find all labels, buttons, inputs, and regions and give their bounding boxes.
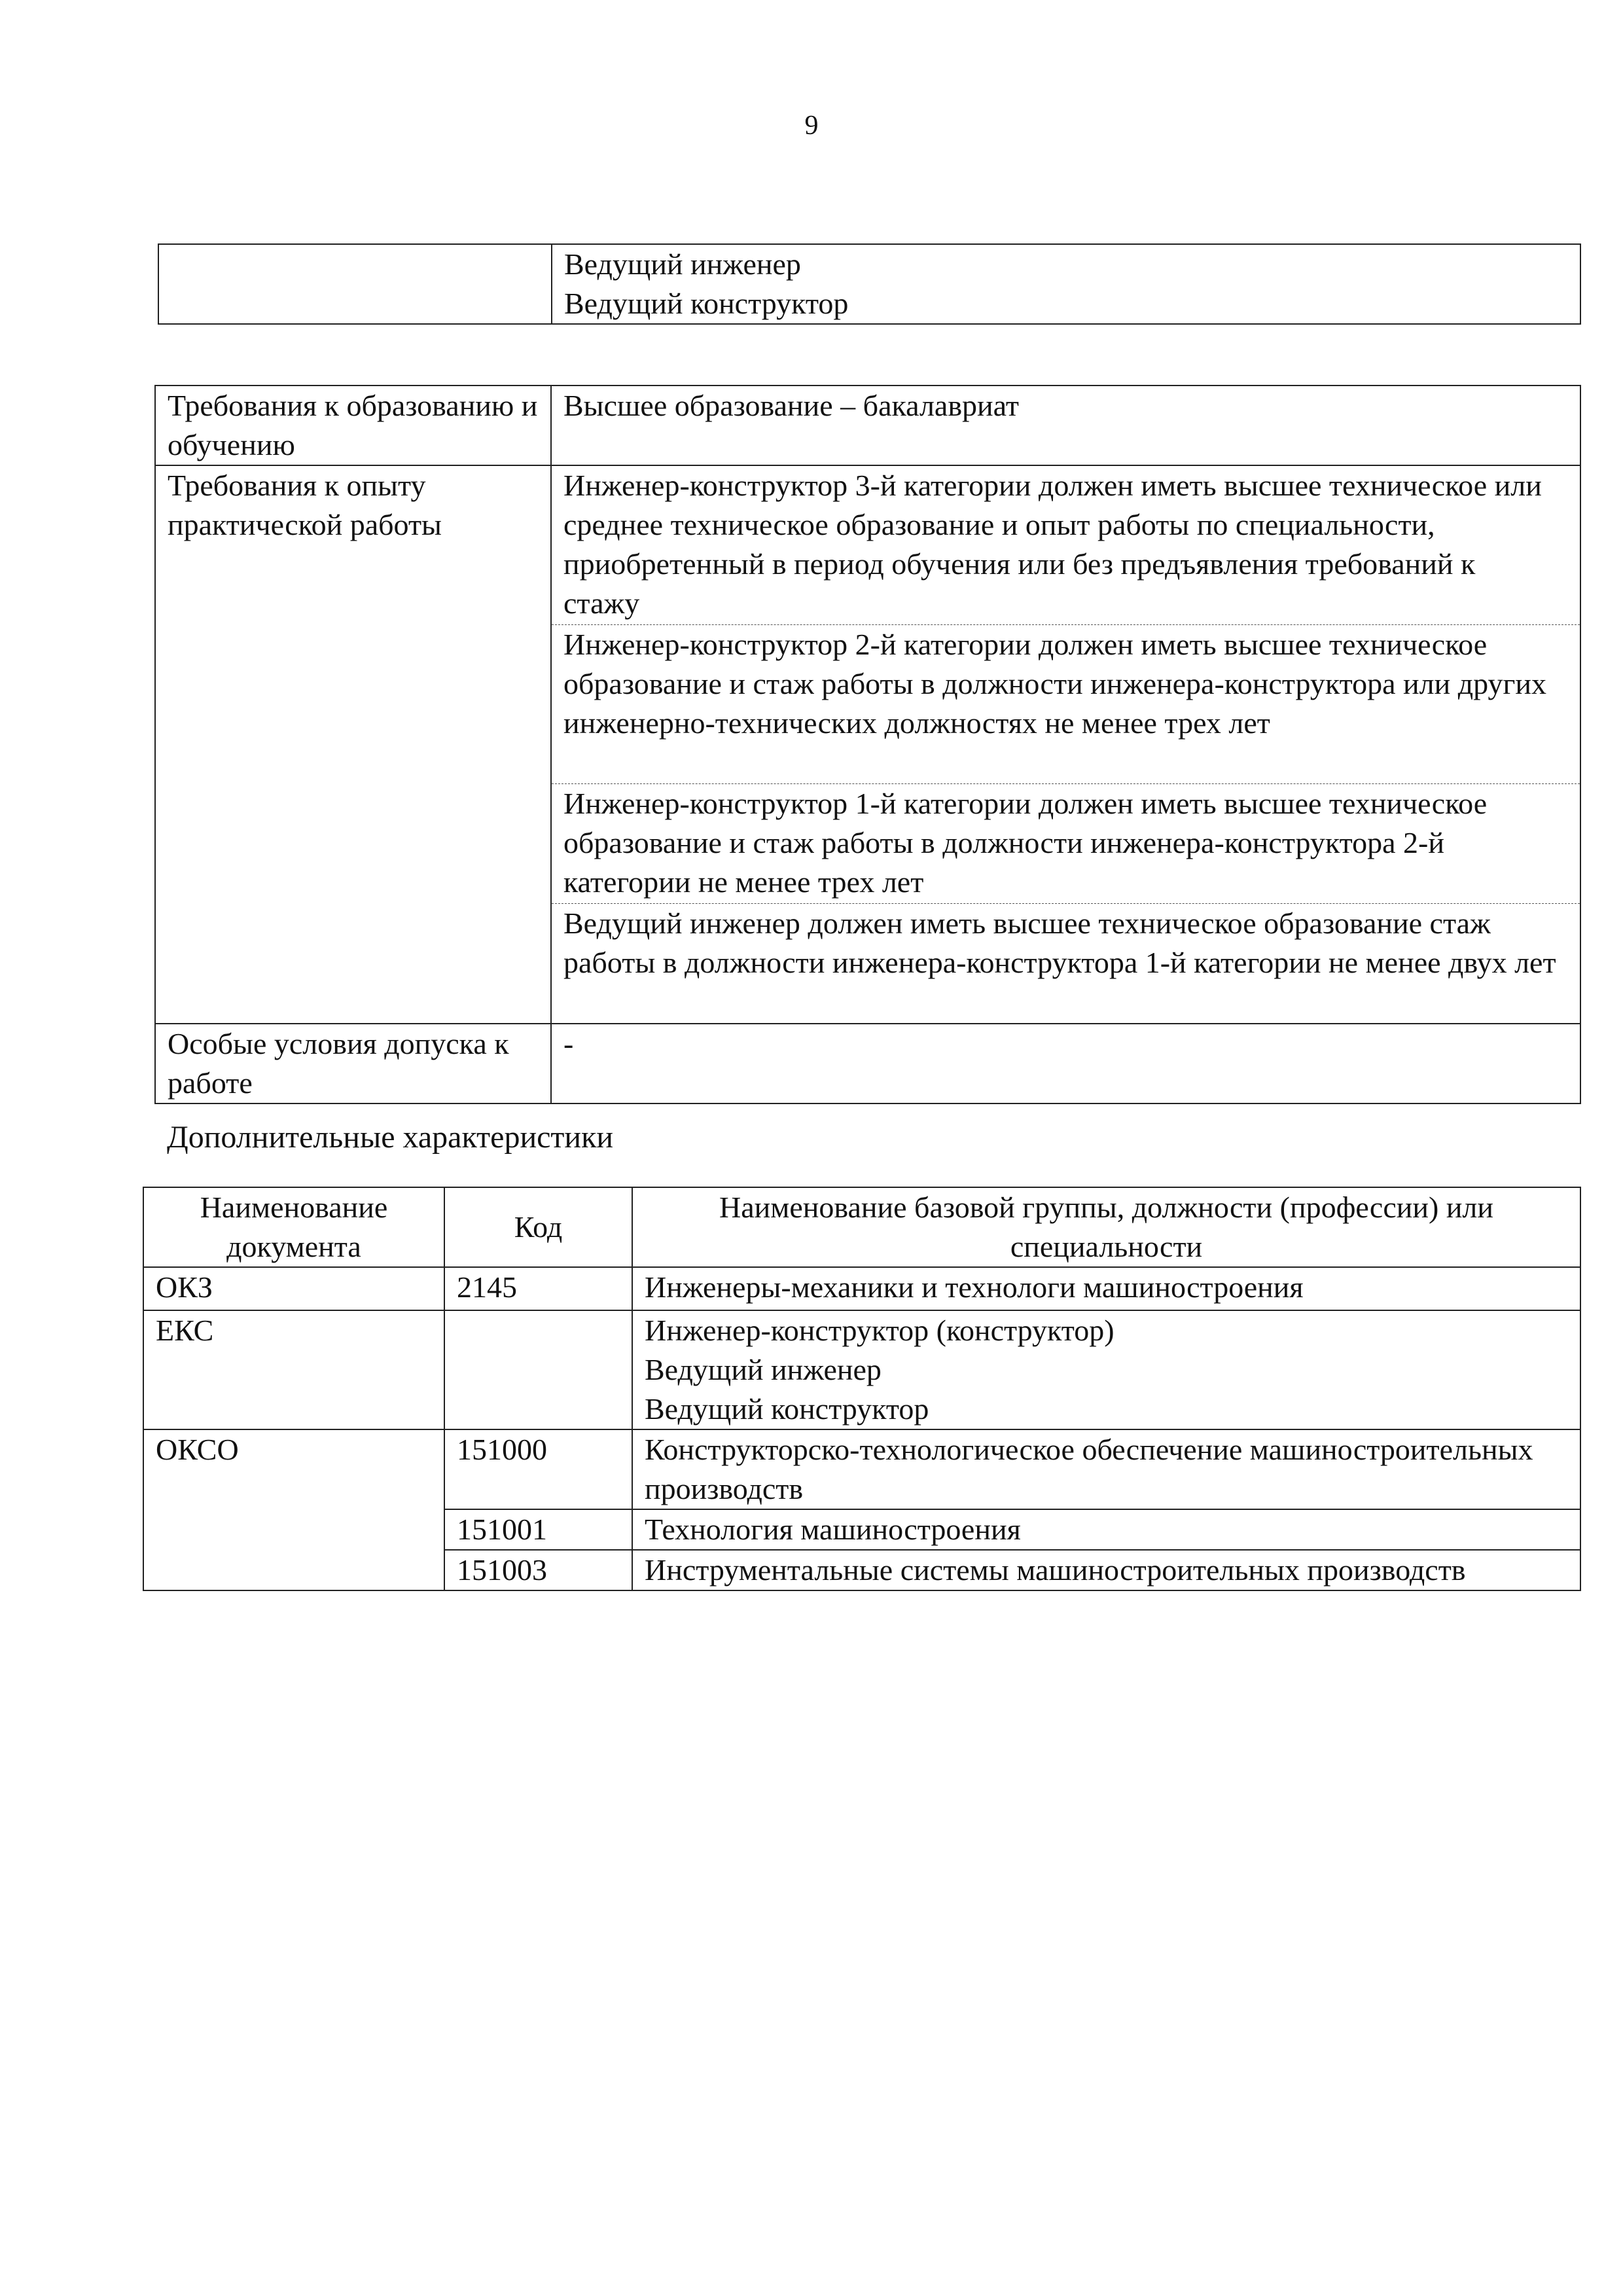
doc-cell: ЕКС (143, 1310, 444, 1429)
name-line: Инженер-конструктор (конструктор) (645, 1314, 1115, 1347)
table-row (143, 1267, 1580, 1310)
experience-item: Инженер-конструктор 3-й категории должен иметь высшее техническое или среднее техническое образование и опыт работы по специальности, приобретенный в период обучения или без предъявления требований к стажу (563, 469, 1542, 620)
positions-fragment-table (158, 243, 1581, 325)
header-code: Код (444, 1187, 632, 1267)
code-cell (444, 1310, 632, 1429)
education-value: Высшее образование – бакалавриат (551, 386, 1580, 465)
special-conditions-label: Особые условия допуска к работе (155, 1024, 551, 1103)
code-cell: 151001 (444, 1509, 632, 1550)
special-conditions-value: - (551, 1024, 1580, 1103)
name-cell: Конструкторско-технологическое обеспечение машиностроительных производств (632, 1429, 1580, 1509)
code-cell: 151000 (444, 1429, 632, 1509)
name-line: Ведущий конструктор (645, 1392, 929, 1426)
doc-cell: ОКСО (143, 1429, 444, 1590)
table-row (158, 244, 1580, 324)
page-number: 9 (804, 111, 819, 141)
doc-cell: ОКЗ (143, 1267, 444, 1310)
experience-item: Ведущий инженер должен иметь высшее техническое образование стаж работы в должности инженера-конструктора 1-й категории не менее двух лет (552, 903, 1580, 1023)
table-row (155, 465, 1580, 1024)
position-line: Ведущий конструктор (564, 287, 849, 320)
positions-cell (552, 244, 1580, 324)
table-row (155, 1024, 1580, 1103)
code-cell: 2145 (444, 1267, 632, 1310)
experience-item: Инженер-конструктор 1-й категории должен иметь высшее техническое образование и стаж работы в должности инженера-конструктора 2-й категории не менее трех лет (552, 783, 1580, 903)
section-title: Дополнительные характеристики (167, 1120, 614, 1155)
additional-characteristics-table (143, 1187, 1581, 1591)
name-line: Ведущий инженер (645, 1353, 882, 1386)
table-row (143, 1429, 1580, 1509)
requirements-table (154, 385, 1581, 1104)
experience-items (551, 465, 1580, 1024)
name-cell (632, 1310, 1580, 1429)
experience-item: Инженер-конструктор 2-й категории должен иметь высшее техническое образование и стаж работы в должности инженера-конструктора или других инженерно-технических должностях не менее трех лет (552, 624, 1580, 783)
table-header-row (143, 1187, 1580, 1267)
education-label: Требования к образованию и обучению (155, 386, 551, 465)
experience-label: Требования к опыту практической работы (155, 465, 551, 1024)
table-row (155, 386, 1580, 465)
position-line: Ведущий инженер (564, 247, 801, 281)
code-cell: 151003 (444, 1550, 632, 1590)
name-cell: Инженеры-механики и технологи машиностроения (632, 1267, 1580, 1310)
header-document: Наименование документа (143, 1187, 444, 1267)
name-cell: Технология машиностроения (632, 1509, 1580, 1550)
table-row (143, 1310, 1580, 1429)
header-name: Наименование базовой группы, должности (профессии) или специальности (632, 1187, 1580, 1267)
empty-cell (158, 244, 552, 324)
name-cell: Инструментальные системы машиностроительных производств (632, 1550, 1580, 1590)
